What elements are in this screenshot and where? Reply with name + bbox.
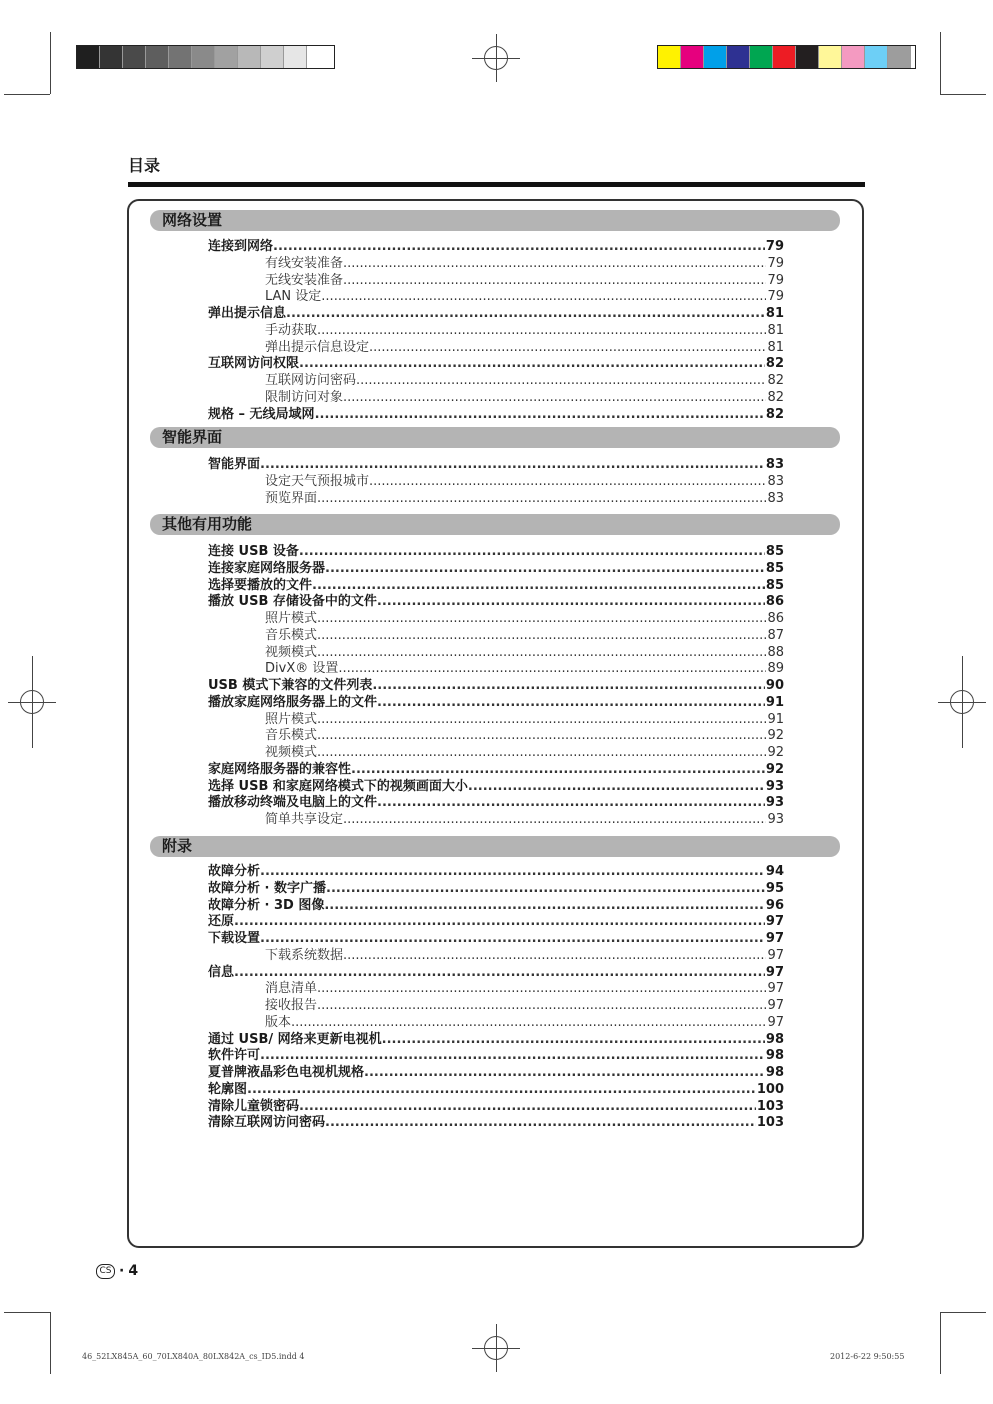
dot-leader xyxy=(260,931,765,947)
toc-entry-label: LAN 设定 xyxy=(265,289,322,305)
toc-entry-page: 86 xyxy=(765,594,784,610)
dot-leader xyxy=(343,390,766,406)
toc-entry-label: 预览界面 xyxy=(265,490,318,506)
toc-entry-page: 91 xyxy=(767,711,784,727)
dot-leader xyxy=(351,762,765,778)
toc-entry-label: 互联网访问权限 xyxy=(208,356,300,372)
color-swatch xyxy=(888,46,911,68)
toc-entry-page: 83 xyxy=(767,490,784,506)
dot-leader xyxy=(317,998,766,1014)
crop-mark xyxy=(940,94,986,95)
gray-swatch xyxy=(100,46,123,68)
crop-mark xyxy=(940,1312,986,1313)
toc-subentry[interactable] xyxy=(265,745,784,761)
toc-entry-page: 97 xyxy=(767,998,784,1013)
toc-entry-label: 连接 USB 设备 xyxy=(208,544,299,559)
toc-entry[interactable] xyxy=(208,762,784,778)
toc-entry-label: 视频模式 xyxy=(265,644,318,660)
color-swatch xyxy=(704,46,727,68)
toc-entry-page: 88 xyxy=(767,644,784,660)
dot-leader xyxy=(234,965,765,981)
toc-entry-label: 家庭网络服务器的兼容性 xyxy=(208,761,352,777)
toc-entry-label: 限制访问对象 xyxy=(265,389,344,405)
language-badge: CS xyxy=(96,1264,115,1279)
toc-subentry[interactable] xyxy=(265,323,784,339)
toc-entry[interactable] xyxy=(208,407,784,423)
toc-entry-label: 下载设置 xyxy=(208,931,261,946)
slug-filename: 46_52LX845A_60_70LX840A_80LX842A_cs_ID5.indd 4 xyxy=(82,1352,305,1361)
toc-entry-label: 智能界面 xyxy=(208,457,261,472)
dot-leader xyxy=(260,1048,765,1064)
toc-entry-page: 82 xyxy=(765,406,784,422)
toc-entry-page: 98 xyxy=(765,1065,784,1080)
toc-entry-label: 互联网访问密码 xyxy=(265,373,357,388)
toc-entry-label: 播放移动终端及电脑上的文件 xyxy=(208,795,378,811)
toc-entry-page: 93 xyxy=(767,812,784,827)
toc-entry-page: 81 xyxy=(767,322,784,338)
toc-entry[interactable] xyxy=(208,239,784,255)
dot-leader xyxy=(315,407,765,423)
section-header-bar xyxy=(150,836,840,857)
crop-mark xyxy=(4,1312,50,1313)
toc-entry-page: 95 xyxy=(765,880,784,896)
color-swatch xyxy=(796,46,819,68)
toc-entry-page: 93 xyxy=(765,778,784,794)
toc-subentry[interactable] xyxy=(265,812,784,828)
dot-leader xyxy=(356,373,766,389)
toc-entry[interactable] xyxy=(208,1082,784,1098)
toc-entry-page: 103 xyxy=(756,1115,784,1131)
toc-entry-label: 手动获取 xyxy=(265,322,318,338)
section-title: 附录 xyxy=(162,837,193,855)
toc-subentry[interactable] xyxy=(265,728,784,744)
toc-entry-label: 音乐模式 xyxy=(265,627,318,643)
toc-entry-label: 播放 USB 存储设备中的文件 xyxy=(208,594,377,610)
toc-entry-label: 有线安装准备 xyxy=(265,255,344,271)
toc-entry-page: 97 xyxy=(767,1014,784,1030)
toc-entry-label: 弹出提示信息 xyxy=(208,306,287,321)
gray-swatch xyxy=(146,46,169,68)
section-header-bar xyxy=(150,427,840,448)
dot-leader xyxy=(382,1032,765,1048)
toc-entry-page: 92 xyxy=(767,728,784,744)
dot-leader xyxy=(317,712,766,728)
toc-entry[interactable] xyxy=(208,695,784,711)
toc-entry-label: 选择要播放的文件 xyxy=(208,577,313,593)
dot-leader xyxy=(317,611,766,627)
toc-entry-page: 97 xyxy=(765,964,784,980)
toc-subentry[interactable] xyxy=(265,998,784,1014)
toc-entry-label: 故障分析 · 数字广播 xyxy=(208,880,326,896)
color-swatch xyxy=(819,46,842,68)
toc-subentry[interactable] xyxy=(265,1015,784,1031)
dot-leader xyxy=(343,256,766,272)
toc-entry[interactable] xyxy=(208,881,784,897)
toc-entry[interactable] xyxy=(208,1115,784,1131)
section-header-bar xyxy=(150,210,840,231)
dot-leader xyxy=(468,779,765,795)
slug-timestamp: 2012-6-22 9:50:55 xyxy=(830,1352,905,1361)
toc-entry-page: 100 xyxy=(756,1081,784,1097)
dot-leader xyxy=(321,289,766,305)
toc-entry-label: 视频模式 xyxy=(265,745,318,760)
gray-swatch xyxy=(284,46,307,68)
toc-subentry[interactable] xyxy=(265,474,784,490)
toc-entry-page: 85 xyxy=(765,560,784,576)
toc-entry[interactable] xyxy=(208,678,784,694)
toc-entry-label: 简单共享设定 xyxy=(265,812,344,827)
toc-entry[interactable] xyxy=(208,594,784,610)
dot-leader xyxy=(317,491,766,507)
toc-entry-page: 81 xyxy=(767,339,784,355)
dot-leader xyxy=(325,561,765,577)
toc-entry[interactable] xyxy=(208,544,784,560)
toc-entry[interactable] xyxy=(208,1032,784,1048)
dot-leader xyxy=(299,1099,756,1115)
crop-mark xyxy=(940,32,941,94)
toc-entry[interactable] xyxy=(208,578,784,594)
gray-swatch xyxy=(77,46,100,68)
page-number-sep: · xyxy=(119,1263,125,1279)
dot-leader xyxy=(369,340,766,356)
toc-entry-page: 85 xyxy=(765,577,784,593)
toc-entry-label: 清除儿童锁密码 xyxy=(208,1098,300,1114)
toc-entry-label: 下载系统数据 xyxy=(265,947,344,963)
toc-entry-page: 94 xyxy=(765,864,784,879)
toc-entry-page: 96 xyxy=(765,897,784,913)
page-title: 目录 xyxy=(128,156,161,175)
toc-entry-label: USB 模式下兼容的文件列表 xyxy=(208,678,373,693)
gray-swatch xyxy=(238,46,261,68)
toc-entry[interactable] xyxy=(208,561,784,577)
toc-entry-page: 82 xyxy=(765,356,784,372)
toc-subentry[interactable] xyxy=(265,273,784,289)
gray-swatch xyxy=(192,46,215,68)
section-title: 其他有用功能 xyxy=(162,515,253,533)
toc-entry-label: 故障分析 xyxy=(208,864,261,879)
color-swatch xyxy=(750,46,773,68)
dot-leader xyxy=(234,914,765,930)
dot-leader xyxy=(377,795,765,811)
toc-entry-page: 97 xyxy=(765,914,784,930)
toc-entry-label: 夏普牌液晶彩色电视机规格 xyxy=(208,1065,365,1080)
toc-subentry[interactable] xyxy=(265,611,784,627)
dot-leader xyxy=(338,661,766,677)
toc-entry-label: 故障分析 · 3D 图像 xyxy=(208,897,325,913)
toc-entry-label: 轮廓图 xyxy=(208,1081,248,1097)
dot-leader xyxy=(317,645,766,661)
toc-entry-page: 87 xyxy=(767,627,784,643)
toc-entry-page: 79 xyxy=(767,289,784,305)
toc-entry-label: 音乐模式 xyxy=(265,728,318,744)
dot-leader xyxy=(260,864,765,880)
toc-entry[interactable] xyxy=(208,931,784,947)
toc-entry-page: 83 xyxy=(767,473,784,489)
section-title: 智能界面 xyxy=(162,428,223,446)
gray-swatch xyxy=(123,46,146,68)
color-swatch xyxy=(727,46,750,68)
color-swatch xyxy=(681,46,704,68)
toc-subentry[interactable] xyxy=(265,390,784,406)
toc-entry-label: 弹出提示信息设定 xyxy=(265,339,370,355)
toc-entry-label: 照片模式 xyxy=(265,611,318,626)
toc-entry-page: 93 xyxy=(765,795,784,811)
toc-entry-page: 98 xyxy=(765,1048,784,1064)
toc-entry[interactable] xyxy=(208,306,784,322)
toc-subentry[interactable] xyxy=(265,645,784,661)
page-number xyxy=(96,1263,138,1279)
toc-entry-page: 86 xyxy=(767,611,784,626)
dot-leader xyxy=(372,678,765,694)
gray-swatch xyxy=(307,46,330,68)
crop-mark xyxy=(50,32,51,94)
dot-leader xyxy=(299,356,765,372)
gray-swatch xyxy=(169,46,192,68)
toc-subentry[interactable] xyxy=(265,712,784,728)
dot-leader xyxy=(247,1082,756,1098)
toc-entry[interactable] xyxy=(208,457,784,473)
toc-entry-page: 83 xyxy=(765,457,784,472)
dot-leader xyxy=(286,306,765,322)
dot-leader xyxy=(317,628,766,644)
dot-leader xyxy=(324,898,765,914)
toc-subentry[interactable] xyxy=(265,340,784,356)
toc-subentry[interactable] xyxy=(265,373,784,389)
grayscale-calibration-bar xyxy=(76,45,335,69)
toc-entry-label: 通过 USB/ 网络来更新电视机 xyxy=(208,1031,382,1047)
toc-entry-label: 连接家庭网络服务器 xyxy=(208,560,326,576)
toc-entry-page: 91 xyxy=(765,694,784,710)
toc-subentry[interactable] xyxy=(265,491,784,507)
color-swatch xyxy=(773,46,796,68)
dot-leader xyxy=(364,1065,765,1081)
crop-mark xyxy=(940,1312,941,1374)
toc-entry[interactable] xyxy=(208,1099,784,1115)
toc-entry-page: 82 xyxy=(767,389,784,405)
toc-entry[interactable] xyxy=(208,914,784,930)
toc-entry-label: 接收报告 xyxy=(265,998,318,1013)
toc-entry-page: 103 xyxy=(756,1098,784,1114)
toc-entry-label: 清除互联网访问密码 xyxy=(208,1115,326,1131)
toc-entry-page: 79 xyxy=(765,239,784,254)
dot-leader xyxy=(291,1015,766,1031)
color-swatch xyxy=(842,46,865,68)
toc-entry-label: 播放家庭网络服务器上的文件 xyxy=(208,694,378,710)
toc-entry[interactable] xyxy=(208,795,784,811)
title-rule xyxy=(128,182,865,187)
gray-swatch xyxy=(215,46,238,68)
toc-entry-page: 97 xyxy=(767,947,784,963)
crop-mark xyxy=(4,94,50,95)
toc-entry[interactable] xyxy=(208,864,784,880)
toc-entry-label: DivX® 设置 xyxy=(265,661,339,677)
toc-entry-page: 90 xyxy=(765,678,784,693)
toc-entry-label: 无线安装准备 xyxy=(265,272,344,288)
toc-entry[interactable] xyxy=(208,1048,784,1064)
dot-leader xyxy=(343,948,766,964)
toc-entry-page: 85 xyxy=(765,544,784,559)
dot-leader xyxy=(317,745,766,761)
toc-subentry[interactable] xyxy=(265,661,784,677)
dot-leader xyxy=(325,1115,756,1131)
toc-entry-label: 选择 USB 和家庭网络模式下的视频画面大小 xyxy=(208,778,468,794)
section-header-bar xyxy=(150,514,840,535)
toc-entry-label: 版本 xyxy=(265,1014,292,1030)
toc-entry[interactable] xyxy=(208,356,784,372)
toc-entry-label: 连接到网络 xyxy=(208,239,274,254)
toc-entry-page: 89 xyxy=(767,661,784,677)
dot-leader xyxy=(369,474,766,490)
toc-entry-page: 97 xyxy=(767,981,784,997)
toc-entry[interactable] xyxy=(208,898,784,914)
color-swatch xyxy=(658,46,681,68)
toc-entry-page: 79 xyxy=(767,255,784,271)
dot-leader xyxy=(273,239,765,255)
color-calibration-bar xyxy=(657,45,916,69)
toc-entry-page: 79 xyxy=(767,272,784,288)
toc-entry-label: 消息清单 xyxy=(265,981,318,997)
page-number-value: 4 xyxy=(128,1263,139,1279)
crop-mark xyxy=(50,1312,51,1374)
dot-leader xyxy=(317,728,766,744)
toc-entry-label: 规格 – 无线局域网 xyxy=(208,406,315,422)
color-swatch xyxy=(865,46,888,68)
toc-entry-label: 还原 xyxy=(208,914,235,930)
toc-entry[interactable] xyxy=(208,1065,784,1081)
toc-entry-page: 98 xyxy=(765,1031,784,1047)
gray-swatch xyxy=(261,46,284,68)
dot-leader xyxy=(317,981,766,997)
toc-entry-label: 设定天气预报城市 xyxy=(265,473,370,489)
toc-entry-page: 92 xyxy=(767,745,784,760)
toc-subentry[interactable] xyxy=(265,628,784,644)
toc-subentry[interactable] xyxy=(265,256,784,272)
toc-entry-page: 97 xyxy=(765,931,784,946)
toc-entry-label: 软件许可 xyxy=(208,1048,261,1064)
dot-leader xyxy=(312,578,765,594)
dot-leader xyxy=(317,323,766,339)
toc-entry-label: 照片模式 xyxy=(265,711,318,727)
dot-leader xyxy=(377,594,765,610)
dot-leader xyxy=(377,695,765,711)
dot-leader xyxy=(299,544,765,560)
dot-leader xyxy=(343,273,766,289)
toc-subentry[interactable] xyxy=(265,948,784,964)
dot-leader xyxy=(326,881,765,897)
section-title: 网络设置 xyxy=(162,211,223,229)
toc-entry[interactable] xyxy=(208,779,784,795)
dot-leader xyxy=(343,812,766,828)
toc-entry-label: 信息 xyxy=(208,964,235,980)
dot-leader xyxy=(260,457,765,473)
toc-entry-page: 82 xyxy=(767,373,784,388)
toc-entry-page: 81 xyxy=(765,306,784,321)
toc-subentry[interactable] xyxy=(265,981,784,997)
toc-entry-page: 92 xyxy=(765,761,784,777)
toc-subentry[interactable] xyxy=(265,289,784,305)
toc-entry[interactable] xyxy=(208,965,784,981)
